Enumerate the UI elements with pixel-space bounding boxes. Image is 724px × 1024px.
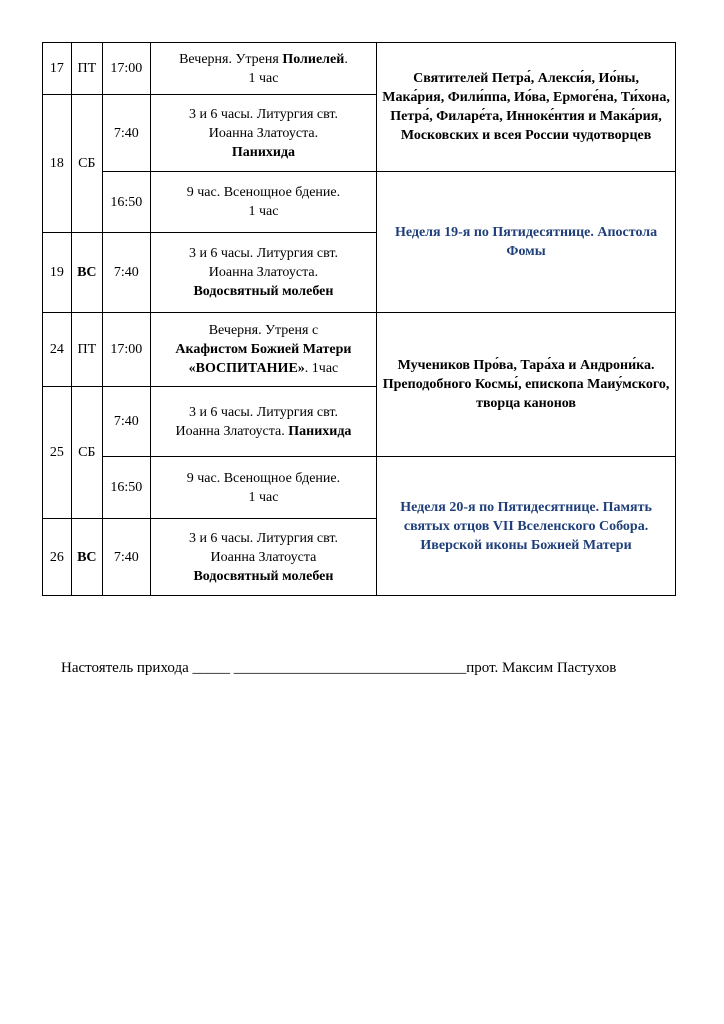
service-duration: 1 час	[248, 204, 279, 219]
service-cell	[150, 519, 376, 596]
service-highlight: «ВОСПИТАНИЕ»	[188, 361, 305, 376]
time-cell: 16:50	[102, 457, 150, 519]
schedule-table	[42, 42, 676, 596]
service-highlight: Панихида	[288, 423, 352, 439]
feast-cell: Святителей Петра́, Алекси́я, Ио́ны, Мака́рия, Фили́ппа, Ио́ва, Ермоге́на, Ти́хона, Петра́, Филаре́та, Инноке́нтия и Мака́рия, Московских и всея России чудотворцев	[377, 43, 676, 172]
weekday-cell: СБ	[71, 95, 102, 233]
service-text: 3 и 6 часы. Литургия свт.	[188, 246, 338, 261]
time-cell: 7:40	[102, 95, 150, 172]
table-row	[43, 313, 676, 387]
feast-cell: Неделя 20-я по Пятидесятнице. Память святых отцов VII Вселенского Собора. Иверской иконы Божией Матери	[377, 457, 676, 596]
service-highlight: Водосвятный молебен	[193, 284, 334, 299]
service-text: .	[344, 51, 348, 67]
service-text: 3 и 6 часы. Литургия свт.	[188, 404, 338, 420]
service-duration: 1 час	[248, 70, 279, 86]
service-text: 3 и 6 часы. Литургия свт.	[188, 530, 338, 546]
service-cell	[150, 387, 376, 457]
time-cell: 17:00	[102, 43, 150, 95]
service-highlight: Акафистом Божией Матери	[175, 342, 352, 357]
time-cell: 17:00	[102, 313, 150, 387]
table-row	[43, 172, 676, 233]
day-cell: 18	[43, 95, 72, 233]
service-text: 3 и 6 часы. Литургия свт.	[188, 106, 338, 122]
service-text: Иоанна Златоуста	[210, 549, 317, 565]
service-cell	[150, 457, 376, 519]
weekday-cell: СБ	[71, 387, 102, 519]
time-cell: 7:40	[102, 233, 150, 313]
weekday-cell: ПТ	[71, 43, 102, 95]
day-cell: 19	[43, 233, 72, 313]
feast-cell: Мучеников Про́ва, Тара́ха и Андрони́ка. Преподобного Космы́, епископа Маиу́мского, творца канонов	[377, 313, 676, 457]
service-cell	[150, 233, 376, 313]
day-cell: 26	[43, 519, 72, 596]
service-cell	[150, 95, 376, 172]
time-cell: 7:40	[102, 519, 150, 596]
service-text: Вечерня. Утреня	[179, 51, 283, 67]
service-text: Иоанна Златоуста.	[208, 265, 319, 280]
time-cell: 7:40	[102, 387, 150, 457]
service-cell	[150, 172, 376, 233]
service-highlight: Панихида	[231, 144, 296, 160]
rector-signature-line: Настоятель прихода _____ _______________________________прот. Максим Пастухов	[61, 660, 617, 676]
service-cell	[150, 43, 376, 95]
service-duration: 1 час	[248, 489, 279, 505]
weekday-cell: ПТ	[71, 313, 102, 387]
service-highlight: Водосвятный молебен	[193, 568, 334, 584]
service-cell	[150, 313, 376, 387]
service-text: 9 час. Всенощное бдение.	[186, 470, 341, 486]
service-highlight: Полиелей	[282, 51, 345, 67]
day-cell: 25	[43, 387, 72, 519]
service-text: Иоанна Златоуста.	[175, 423, 289, 439]
weekday-cell: ВС	[71, 519, 102, 596]
service-duration: . 1час	[304, 361, 339, 376]
service-text: 9 час. Всенощное бдение.	[186, 185, 341, 200]
time-cell: 16:50	[102, 172, 150, 233]
day-cell: 17	[43, 43, 72, 95]
table-row	[43, 457, 676, 519]
weekday-cell: ВС	[71, 233, 102, 313]
service-text: Иоанна Златоуста.	[208, 125, 319, 141]
day-cell: 24	[43, 313, 72, 387]
feast-cell: Неделя 19-я по Пятидесятнице. Апостола Фомы	[377, 172, 676, 313]
table-row	[43, 43, 676, 95]
service-text: Вечерня. Утреня с	[208, 323, 319, 338]
